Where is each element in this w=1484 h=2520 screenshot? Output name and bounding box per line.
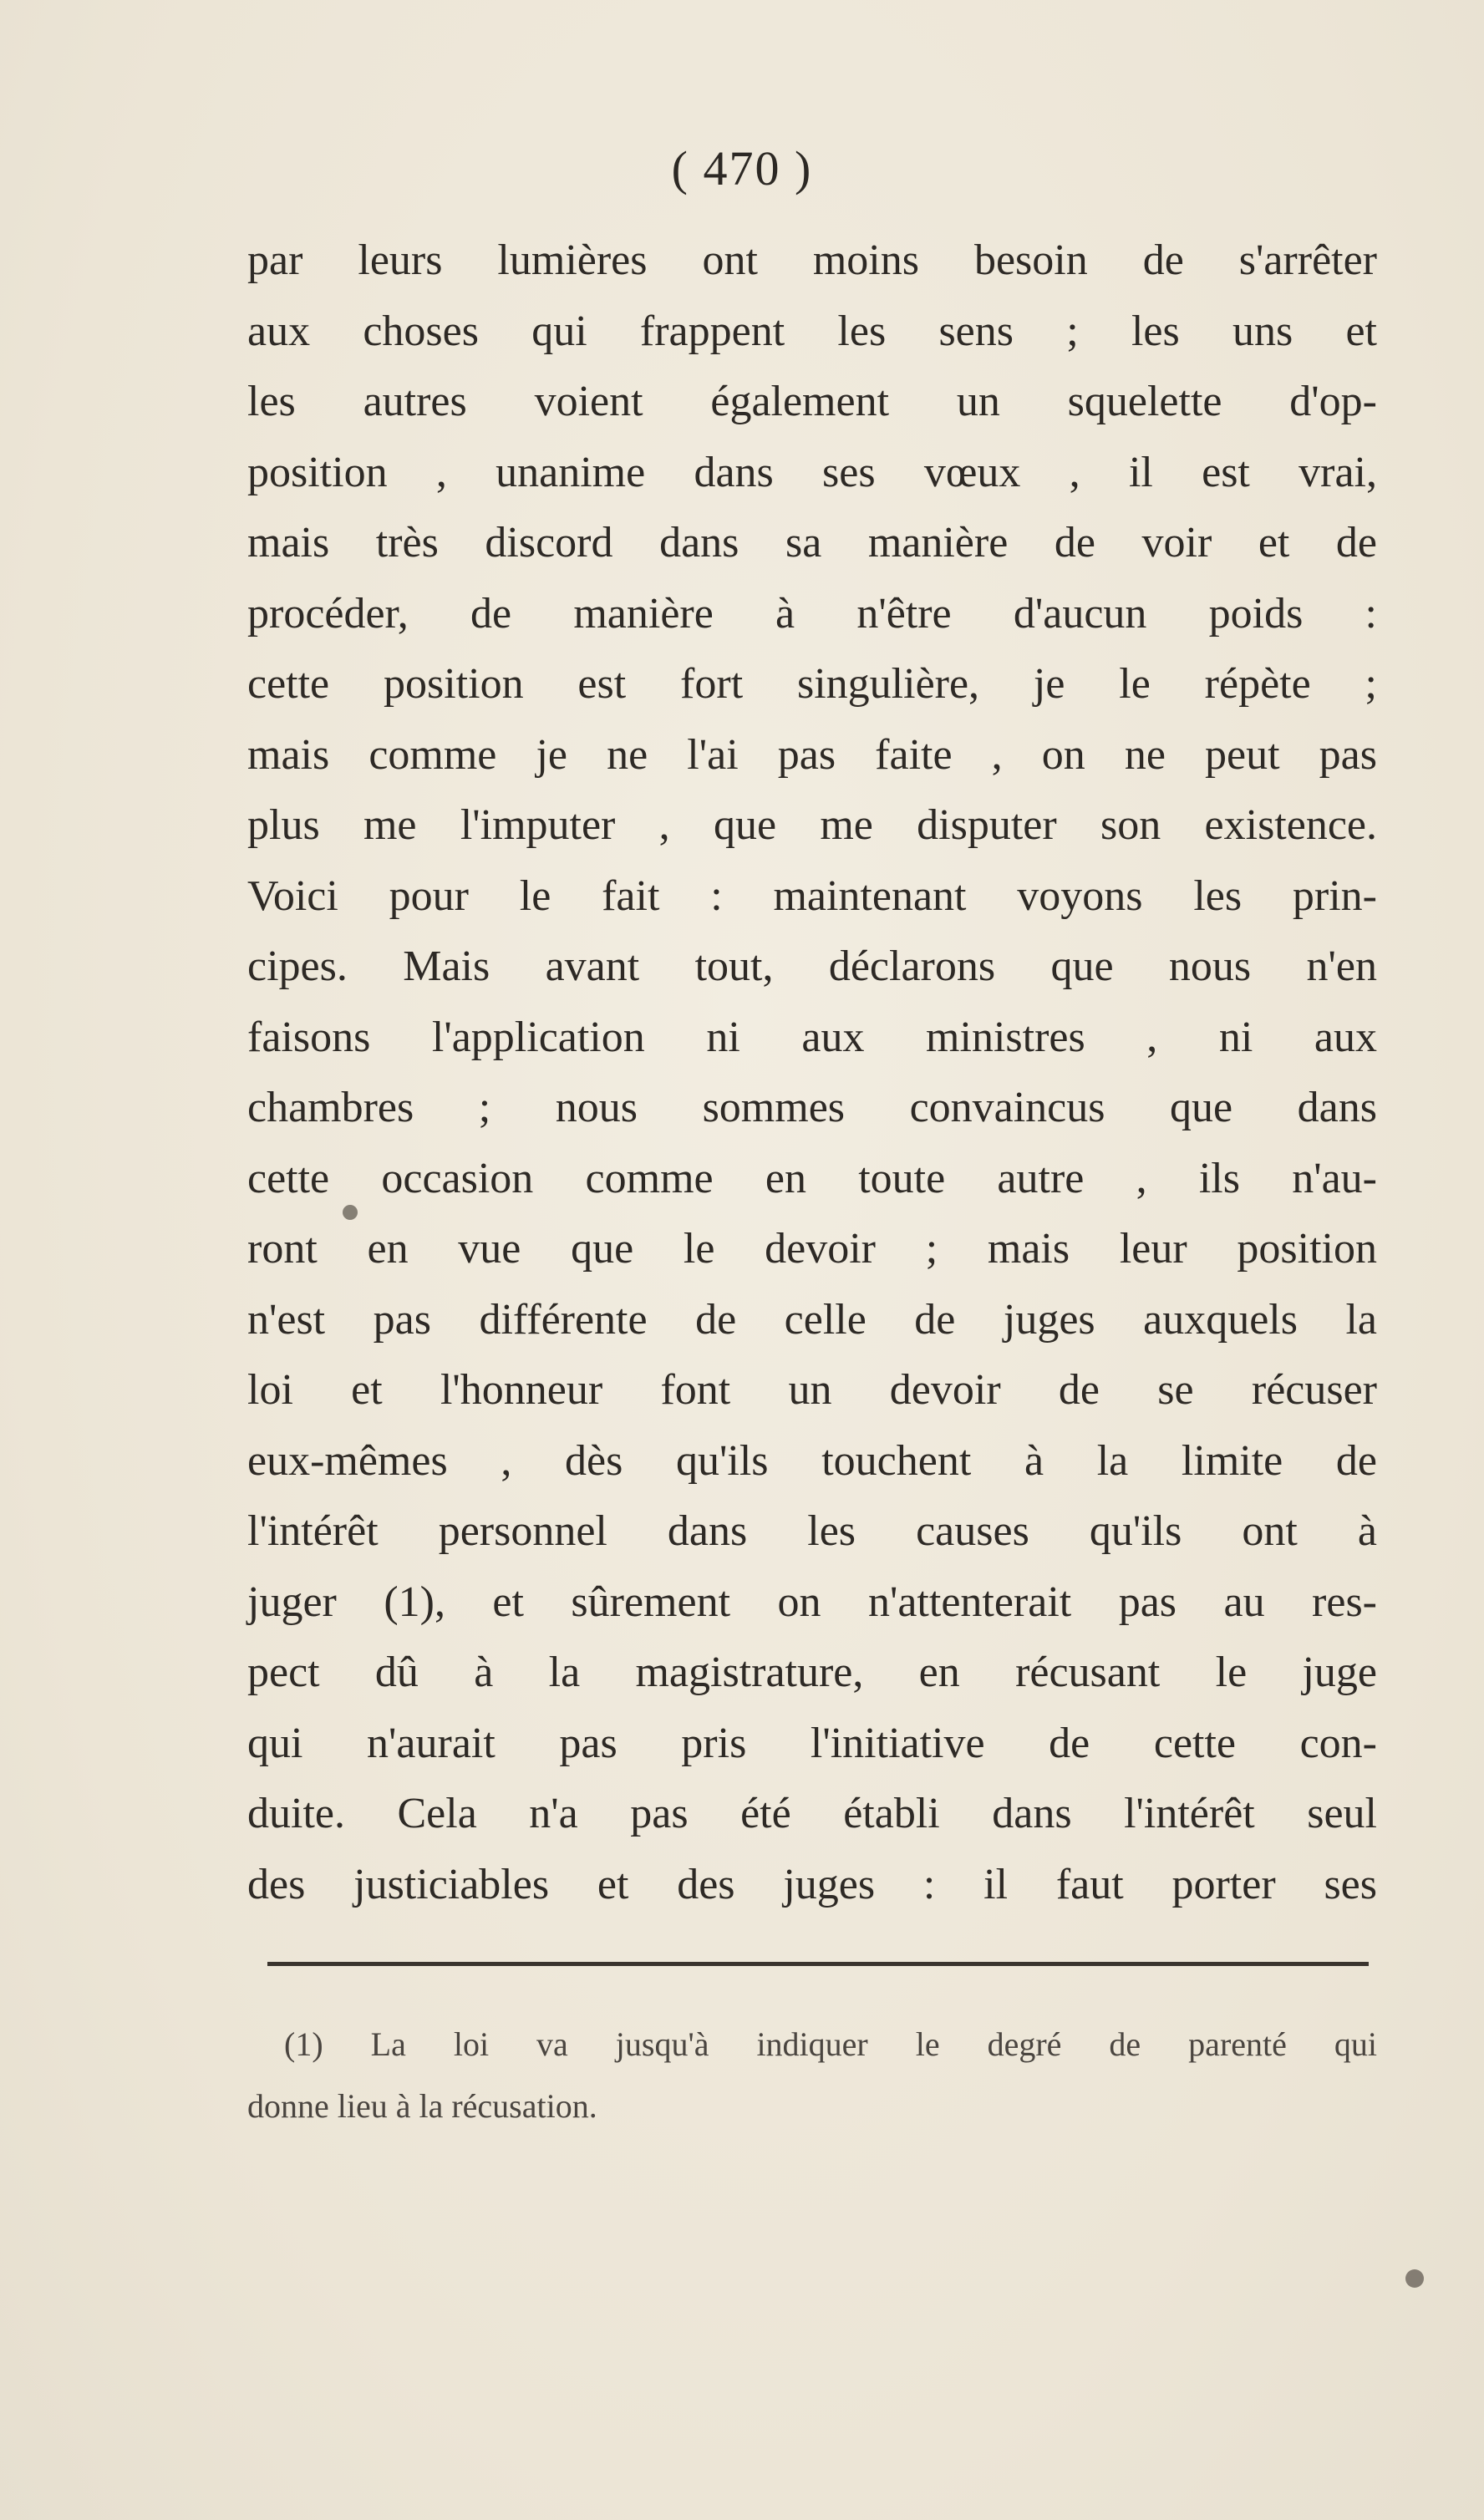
ink-blot (343, 1205, 358, 1220)
text-line: l'intérêt personnel dans les causes qu'ils ont à (247, 1507, 1377, 1555)
footnote-line: (1) La loi va jusqu'à indiquer le degré de parenté qui (284, 2025, 1377, 2063)
page-number: ( 470 ) (671, 141, 813, 196)
text-line: eux-mêmes , dès qu'ils touchent à la limite de (247, 1436, 1377, 1485)
text-line: mais comme je ne l'ai pas faite , on ne peut pas (247, 730, 1377, 779)
text-line: cette position est fort singulière, je le répète ; (247, 660, 1377, 708)
text-line: les autres voient également un squelette d'op- (247, 378, 1377, 425)
text-line: plus me l'imputer , que me disputer son existence. (247, 801, 1377, 849)
text-line: faisons l'application ni aux ministres , ni aux (247, 1013, 1377, 1061)
text-line: aux choses qui frappent les sens ; les uns et (247, 307, 1377, 355)
text-line: duite. Cela n'a pas été établi dans l'intérêt seul (247, 1790, 1377, 1837)
text-line: n'est pas différente de celle de juges auxquels la (247, 1295, 1377, 1344)
footnote-line: donne lieu à la récusation. (247, 2087, 597, 2125)
body-text (247, 226, 1377, 1920)
text-line: Voici pour le fait : maintenant voyons les prin- (247, 871, 1377, 920)
text-line: pect dû à la magistrature, en récusant le juge (247, 1649, 1377, 1696)
text-line: mais très discord dans sa manière de voir et de (247, 519, 1377, 566)
text-line: par leurs lumières ont moins besoin de s'arrêter (247, 236, 1377, 284)
text-line: ront en vue que le devoir ; mais leur position (247, 1225, 1377, 1273)
text-line: procéder, de manière à n'être d'aucun poids : (247, 589, 1377, 638)
text-line: cette occasion comme en toute autre , ils n'au- (247, 1154, 1377, 1202)
ink-blot (1405, 2269, 1424, 2288)
footnote (247, 2014, 1377, 2137)
text-line: chambres ; nous sommes convaincus que dans (247, 1084, 1377, 1131)
footnote-rule (267, 1962, 1369, 1966)
text-line: qui n'aurait pas pris l'initiative de cette con- (247, 1719, 1377, 1767)
text-line: juger (1), et sûrement on n'attenterait pas au res- (247, 1578, 1377, 1626)
text-line: cipes. Mais avant tout, déclarons que nous n'en (247, 942, 1377, 990)
text-line: des justiciables et des juges : il faut porter ses (247, 1860, 1377, 1908)
text-line: position , unanime dans ses vœux , il est vrai, (247, 448, 1377, 496)
text-line: loi et l'honneur font un devoir de se récuser (247, 1366, 1377, 1414)
